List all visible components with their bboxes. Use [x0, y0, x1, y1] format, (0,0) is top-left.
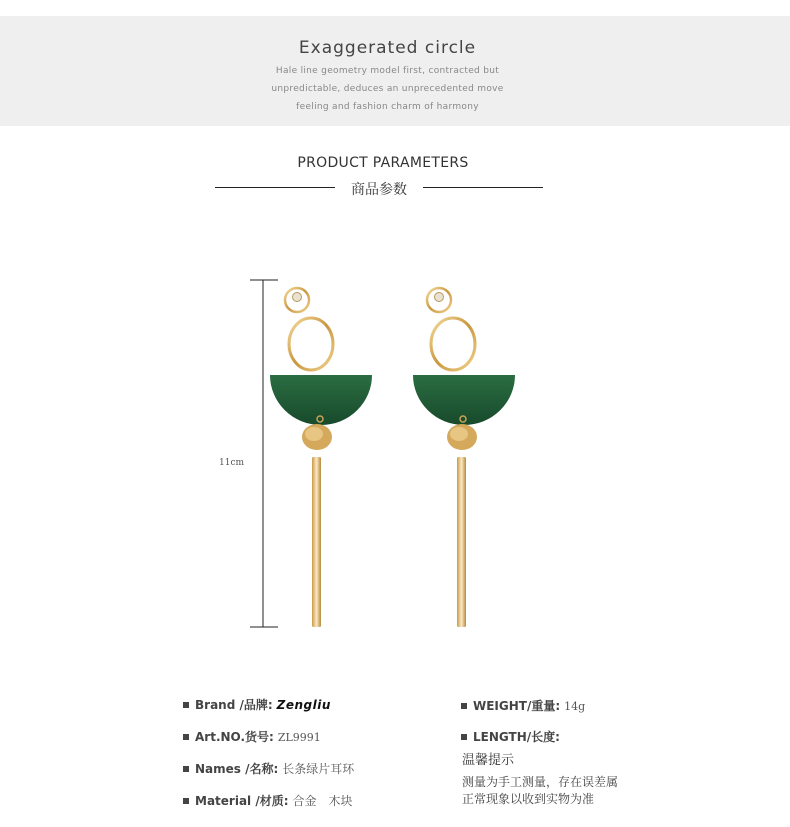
spec-label: WEIGHT/重量:: [473, 699, 561, 713]
banner-description-line: Hale line geometry model first, contracted but: [275, 66, 500, 76]
tips-line: 正常现象以收到实物为准: [462, 792, 595, 806]
spec-value: 长条绿片耳环: [282, 762, 355, 776]
divider-right: [423, 187, 543, 188]
spec-label: Material /材质:: [195, 794, 289, 808]
bullet-icon: [183, 766, 189, 772]
spec-label: Names /名称:: [195, 762, 279, 776]
tips-line: 测量为手工测量，存在误差属: [462, 775, 619, 789]
spec-names: [183, 760, 354, 777]
spec-value: 合金 木块: [292, 794, 353, 808]
spec-label: Brand /品牌:: [195, 698, 273, 712]
brand-logo: Zengliu: [276, 698, 331, 712]
tips-text: [462, 774, 618, 808]
spec-value: ZL9991: [277, 731, 321, 744]
bullet-icon: [183, 798, 189, 804]
spec-weight: [461, 697, 585, 714]
tips-title: 温馨提示: [462, 753, 515, 768]
earring-left-image: [262, 280, 382, 630]
spec-art-no: [183, 728, 321, 745]
spec-value: 14g: [564, 700, 586, 713]
spec-brand: [183, 696, 331, 713]
bullet-icon: [183, 734, 189, 740]
spec-length: [461, 728, 564, 745]
banner-description-line: feeling and fashion charm of harmony: [296, 102, 479, 112]
dimension-label: 11cm: [219, 458, 245, 468]
header-banner: [0, 16, 790, 126]
spec-material: [183, 792, 353, 809]
section-subtitle: 商品参数: [351, 182, 407, 198]
bullet-icon: [183, 702, 189, 708]
spec-label: LENGTH/长度:: [473, 730, 560, 744]
banner-title: Exaggerated circle: [298, 38, 477, 58]
section-title: PRODUCT PARAMETERS: [297, 155, 469, 171]
banner-description: [0, 62, 775, 116]
banner-description-line: unpredictable, deduces an unprecedented move: [271, 84, 504, 94]
bullet-icon: [461, 734, 467, 740]
earring-right-image: [406, 280, 526, 630]
bullet-icon: [461, 703, 467, 709]
spec-label: Art.NO.货号:: [195, 730, 274, 744]
